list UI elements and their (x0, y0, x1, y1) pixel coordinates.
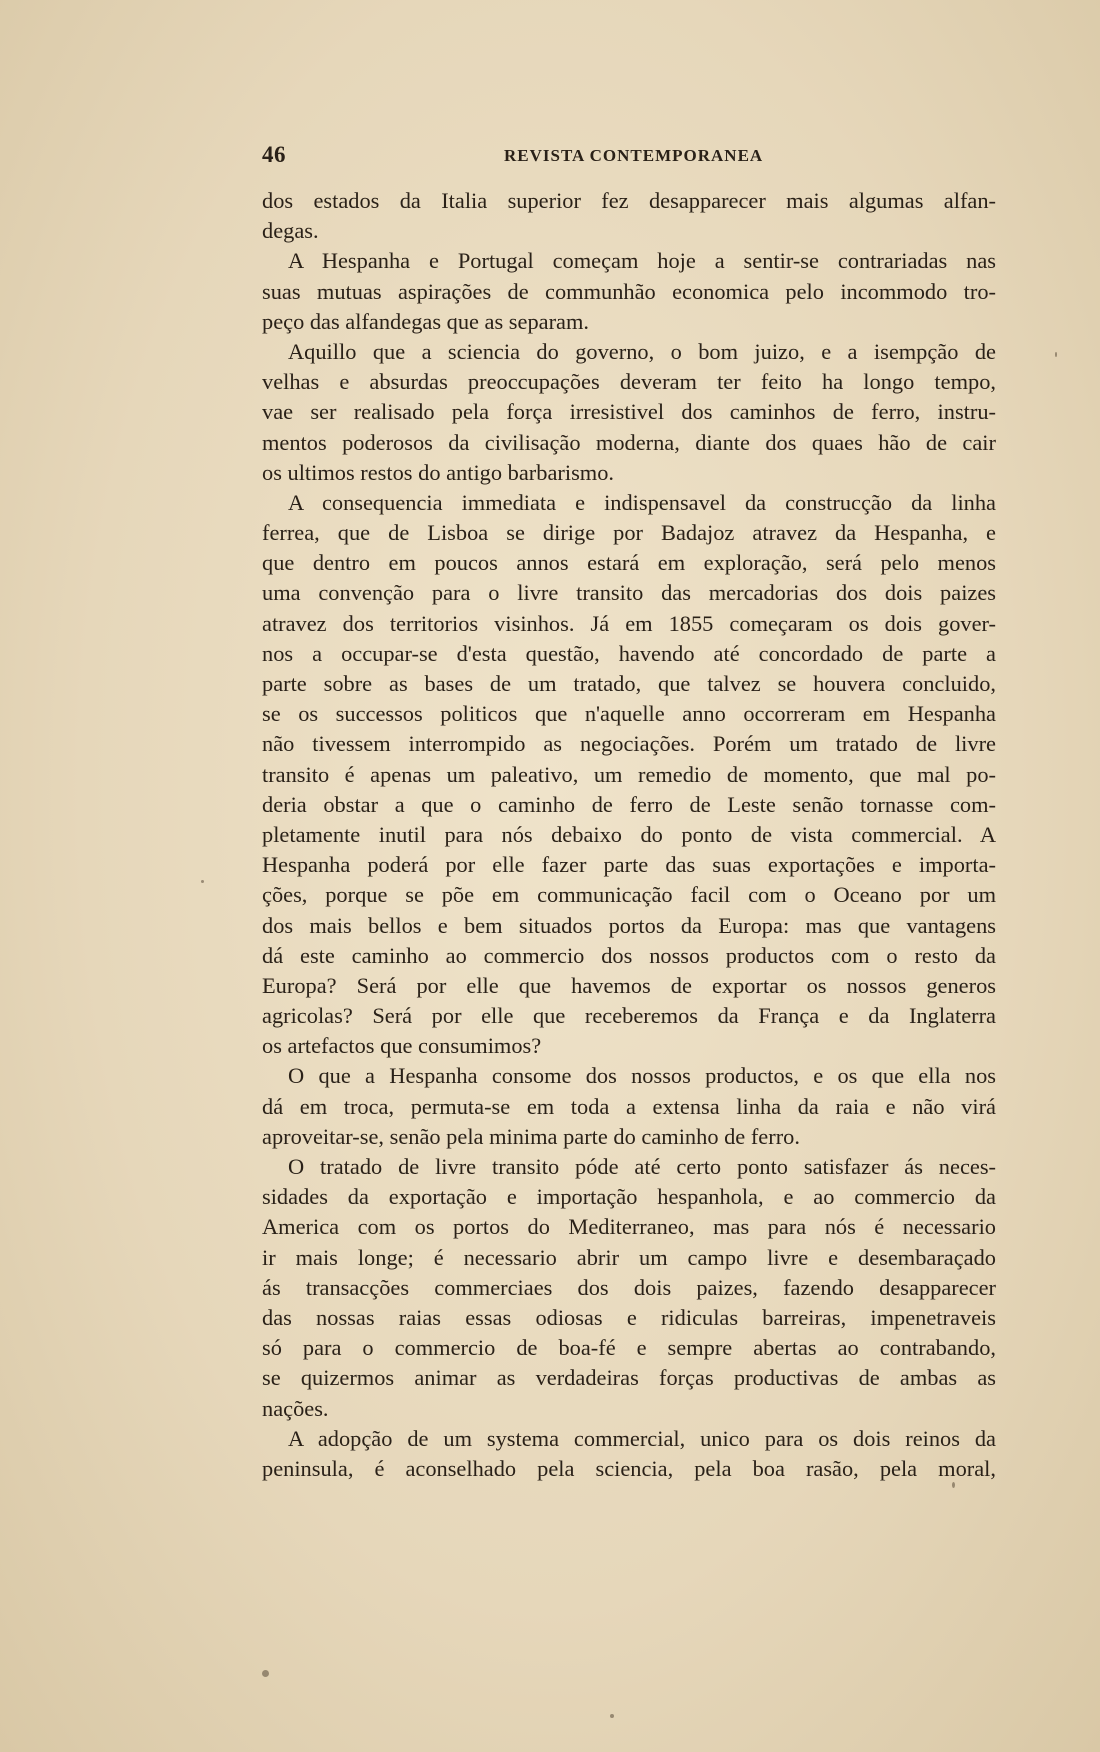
text-line: parte sobre as bases de um tratado, que talvez se houvera concluido, (262, 671, 996, 696)
text-line: dá em troca, permuta-se em toda a extensa linha da raia e não virá (262, 1093, 996, 1119)
page-header (262, 142, 996, 172)
text-line: uma convenção para o livre transito das mercadorias dos dois paizes (262, 580, 996, 606)
text-line: só para o commercio de boa-fé e sempre abertas ao contrabando, (262, 1335, 996, 1361)
text-line: velhas e absurdas preoccupações deveram ter feito ha longo tempo, (262, 369, 996, 395)
body-text (262, 186, 996, 1484)
text-line: das nossas raias essas odiosas e ridiculas barreiras, impenetraveis (262, 1304, 996, 1330)
text-line: se os successos politicos que n'aquelle anno occorreram em Hespanha (262, 701, 996, 727)
text-line: ir mais longe; é necessario abrir um campo livre e desembaraçado (262, 1244, 996, 1270)
text-line: O tratado de livre transito póde até certo ponto satisfazer ás neces- (288, 1154, 996, 1179)
text-line: O que a Hespanha consome dos nossos productos, e os que ella nos (288, 1063, 996, 1089)
running-head: REVISTA CONTEMPORANEA (504, 146, 764, 165)
text-line: vae ser realisado pela força irresistivel dos caminhos de ferro, instru- (262, 399, 996, 425)
text-line: dá este caminho ao commercio dos nossos productos com o resto da (262, 942, 996, 968)
text-line: ferrea, que de Lisboa se dirige por Badajoz atravez da Hespanha, e (262, 520, 996, 546)
text-line: America com os portos do Mediterraneo, mas para nós é necessario (262, 1214, 996, 1240)
text-line: os ultimos restos do antigo barbarismo. (262, 459, 614, 485)
text-line: pletamente inutil para nós debaixo do ponto de vista commercial. A (262, 821, 996, 847)
text-line: suas mutuas aspirações de communhão economica pelo incommodo tro- (262, 278, 996, 304)
text-line: peço das alfandegas que as separam. (262, 308, 590, 334)
text-line: A Hespanha e Portugal começam hoje a sentir-se contrariadas nas (288, 248, 996, 274)
text-line: aproveitar-se, senão pela minima parte do caminho de ferro. (262, 1123, 800, 1149)
text-line: peninsula, é aconselhado pela sciencia, pela boa rasão, pela moral, (262, 1455, 996, 1481)
text-line: Aquillo que a sciencia do governo, o bom juizo, e a isempção de (288, 338, 996, 364)
text-line: ções, porque se põe em communicação facil com o Oceano por um (262, 882, 996, 908)
paper-speck (610, 1714, 614, 1718)
text-line: dos estados da Italia superior fez desapparecer mais algumas alfan- (262, 188, 996, 213)
text-line: não tivessem interrompido as negociações. Porém um tratado de livre (262, 731, 996, 757)
text-line: nações. (262, 1395, 329, 1421)
text-line: mentos poderosos da civilisação moderna, diante dos quaes hão de cair (262, 429, 996, 455)
text-line: Hespanha poderá por elle fazer parte das suas exportações e importa- (262, 852, 996, 878)
text-line: deria obstar a que o caminho de ferro de Leste senão tornasse com- (262, 791, 996, 817)
paper-speck (201, 880, 204, 883)
text-line: que dentro em poucos annos estará em exploração, será pelo menos (262, 550, 996, 576)
text-line: Europa? Será por elle que havemos de exportar os nossos generos (262, 972, 996, 998)
text-line: se quizermos animar as verdadeiras forças productivas de ambas as (262, 1365, 996, 1391)
text-line: A adopção de um systema commercial, unico para os dois reinos da (288, 1425, 996, 1451)
text-line: degas. (262, 218, 319, 244)
text-line: dos mais bellos e bem situados portos da Europa: mas que vantagens (262, 912, 996, 938)
page-number: 46 (262, 142, 286, 167)
text-line: transito é apenas um paleativo, um remedio de momento, que mal po- (262, 761, 996, 787)
text-line: A consequencia immediata e indispensavel da construcção da linha (288, 489, 996, 515)
paper-speck (262, 1670, 269, 1677)
paper-speck (1055, 352, 1057, 357)
text-line: ás transacções commerciaes dos dois paizes, fazendo desapparecer (262, 1274, 996, 1300)
text-line: atravez dos territorios visinhos. Já em 1855 começaram os dois gover- (262, 610, 996, 636)
text-line: nos a occupar-se d'esta questão, havendo até concordado de parte a (262, 640, 996, 666)
paper-speck (952, 1482, 955, 1488)
text-line: agricolas? Será por elle que receberemos da França e da Inglaterra (262, 1003, 996, 1029)
text-line: os artefactos que consumimos? (262, 1033, 542, 1059)
text-line: sidades da exportação e importação hespanhola, e ao commercio da (262, 1184, 996, 1210)
